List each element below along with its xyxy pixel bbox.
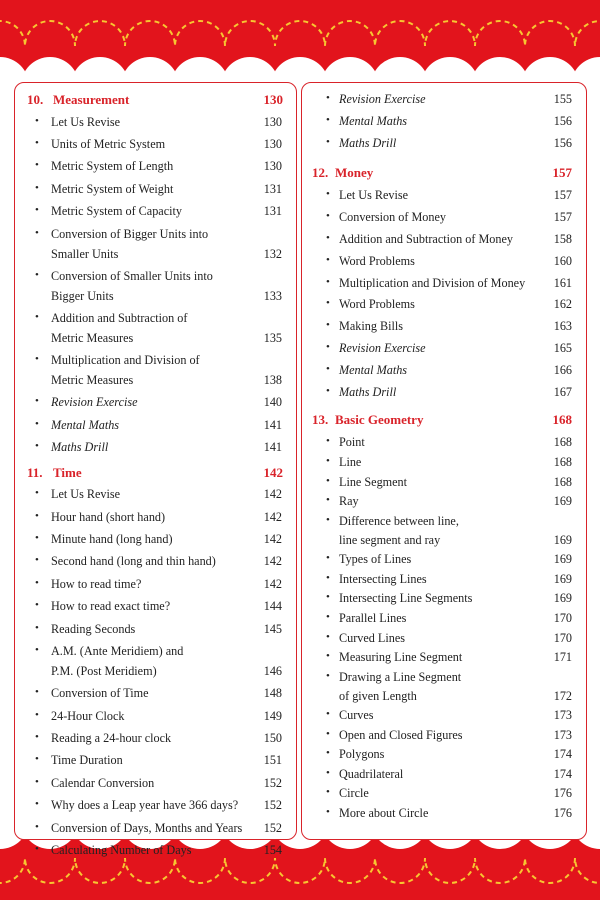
item-page-number: 173 [553,727,572,742]
bullet-icon: • [35,775,39,788]
item-page-number: 151 [263,753,282,768]
bullet-icon: • [326,610,330,623]
item-page-number: 148 [263,686,282,701]
item-title: Units of Metric System [51,137,166,151]
bullet-icon: • [326,747,330,760]
item-title: Let Us Revise [339,188,409,203]
bullet-icon: • [326,806,330,818]
top-scalloped-band [0,0,600,80]
contents-panel-right [301,82,587,840]
item-title: Difference between line, [339,513,459,528]
item-title: Revision Exercise [51,395,138,410]
top-band-graphic [0,0,600,80]
chapter-page-number: 168 [552,412,572,428]
item-page-number: 174 [553,766,572,781]
item-title: Types of Lines [339,552,412,567]
item-page-number: 174 [553,747,572,762]
item-page-number: 168 [553,455,572,469]
item-page-number: 131 [263,204,282,219]
item-page-number: 154 [263,843,282,857]
item-title-continued: Metric Measures [51,373,134,388]
item-title: Point [339,435,365,450]
item-page-number: 156 [553,135,572,150]
item-page-number: 130 [263,137,282,151]
item-page-number: 158 [553,232,572,246]
bullet-icon: • [326,650,330,663]
item-page-number: 169 [553,552,572,567]
bullet-icon: • [35,181,39,194]
bullet-icon: • [35,137,39,149]
item-page-number: 170 [553,630,572,645]
bullet-icon: • [326,113,330,126]
item-title-continued: line segment and ray [339,532,441,547]
item-title: Mental Maths [339,362,408,377]
item-page-number: 161 [553,275,572,290]
chapter-title: Money [335,165,374,181]
item-page-number: 149 [263,708,282,723]
item-title: Why does a Leap year have 366 days? [51,798,239,813]
item-page-number: 138 [263,373,282,388]
bullet-icon: • [326,384,330,397]
chapter-title: Basic Geometry [335,412,424,428]
item-title: Let Us Revise [51,487,121,502]
item-page-number: 142 [263,554,282,569]
item-title: Multiplication and Division of Money [339,275,526,290]
item-title: Calendar Conversion [51,775,155,790]
bullet-icon: • [35,843,39,855]
item-page-number: 141 [263,440,282,455]
item-page-number: 146 [263,664,282,678]
item-title: A.M. (Ante Meridiem) and [51,644,184,658]
item-page-number: 157 [553,210,572,225]
bullet-icon: • [35,509,39,522]
item-title: 24-Hour Clock [51,708,125,723]
item-page-number: 130 [263,159,282,174]
item-title: Addition and Subtraction of [51,311,188,325]
item-page-number: 152 [263,820,282,835]
bullet-icon: • [326,135,330,148]
item-title-continued: P.M. (Post Meridiem) [51,664,157,678]
item-page-number: 170 [553,610,572,625]
item-title: Revision Exercise [339,341,426,355]
item-title: Circle [339,786,369,801]
item-title: Conversion of Smaller Units into [51,268,213,283]
item-title: Ray [339,494,359,509]
item-page-number: 169 [553,494,572,509]
bullet-icon: • [35,576,39,589]
bullet-icon: • [35,708,39,721]
item-page-number: 169 [553,571,572,586]
bullet-icon: • [35,554,39,567]
bullet-icon: • [326,188,330,201]
item-title-continued: of given Length [339,688,417,703]
item-page-number: 130 [263,114,282,129]
bullet-icon: • [326,435,330,448]
bullet-icon: • [326,455,330,467]
bullet-icon: • [35,820,39,833]
item-title: Drawing a Line Segment [339,669,462,684]
bullet-icon: • [35,798,39,811]
bullet-icon: • [326,297,330,310]
item-title-continued: Metric Measures [51,331,134,345]
item-page-number: 131 [263,181,282,196]
item-title-continued: Smaller Units [51,246,119,261]
item-title: Maths Drill [339,384,397,399]
bullet-icon: • [326,630,330,643]
chapter-number: 10. [27,92,44,107]
bullet-icon: • [326,708,330,720]
item-title: How to read time? [51,576,142,591]
bullet-icon: • [326,786,330,799]
item-page-number: 135 [263,331,282,345]
bullet-icon: • [35,599,39,612]
chapter-title: Measurement [53,92,130,107]
item-title: Line Segment [339,474,408,489]
bullet-icon: • [35,395,39,408]
chapter-title: Time [53,464,82,480]
item-title: Making Bills [339,319,403,334]
bullet-icon: • [35,353,39,366]
bullet-icon: • [35,159,39,172]
item-title: Word Problems [339,253,415,268]
bullet-icon: • [326,362,330,375]
bullet-icon: • [326,474,330,487]
item-title: Metric System of Capacity [51,204,182,219]
bullet-icon: • [326,92,330,104]
chapter-number: 13. [312,412,329,428]
bullet-icon: • [35,114,39,127]
item-title: Conversion of Time [51,686,149,701]
contents-list-right [302,83,586,839]
item-title: Intersecting Line Segments [339,591,473,606]
item-page-number: 176 [553,786,572,801]
item-title: Metric System of Weight [51,181,174,196]
item-title: Maths Drill [51,440,109,455]
item-title: Open and Closed Figures [339,727,463,742]
item-title: Conversion of Days, Months and Years [51,820,243,835]
bullet-icon: • [326,591,330,604]
contents-panel-left [14,82,297,857]
bullet-icon: • [35,532,39,544]
item-title: Polygons [339,747,385,762]
item-title: Measuring Line Segment [339,650,463,665]
item-page-number: 169 [553,591,572,606]
chapter-number: 12. [312,165,329,181]
item-title: Mental Maths [51,417,120,432]
item-title: Addition and Subtraction of Money [339,232,513,246]
contents-list-left [15,83,296,857]
item-page-number: 142 [263,532,282,546]
item-title: Hour hand (short hand) [51,509,166,524]
bullet-icon: • [35,731,39,743]
bullet-icon: • [326,232,330,244]
item-page-number: 140 [263,395,282,410]
item-page-number: 142 [263,487,282,502]
chapter-number: 11. [27,464,43,480]
item-title: Minute hand (long hand) [51,532,173,546]
item-page-number: 142 [263,509,282,524]
bullet-icon: • [326,253,330,266]
item-page-number: 157 [553,188,572,203]
item-page-number: 163 [553,319,572,334]
item-page-number: 167 [553,384,572,399]
bullet-icon: • [35,268,39,281]
chapter-page-number: 142 [263,464,283,480]
bullet-icon: • [326,319,330,332]
item-page-number: 133 [263,288,282,303]
item-page-number: 141 [263,417,282,432]
item-page-number: 160 [553,253,572,268]
bullet-icon: • [35,686,39,699]
bullet-icon: • [35,204,39,217]
item-title: Maths Drill [339,135,397,150]
item-page-number: 145 [263,621,282,636]
bullet-icon: • [326,341,330,353]
bullet-icon: • [326,669,330,682]
item-title: Calculating Number of Days [51,843,192,857]
item-page-number: 162 [553,297,572,312]
item-page-number: 152 [263,775,282,790]
item-title: Reading a 24-hour clock [51,731,172,745]
bullet-icon: • [35,311,39,323]
bullet-icon: • [35,644,39,656]
item-title: Multiplication and Division of [51,353,200,368]
item-page-number: 168 [553,474,572,489]
item-title: Line [339,455,362,469]
bullet-icon: • [326,275,330,288]
bullet-icon: • [35,226,39,239]
item-page-number: 169 [553,532,572,547]
chapter-page-number: 130 [263,92,283,107]
bullet-icon: • [326,552,330,565]
bullet-icon: • [326,513,330,526]
bullet-icon: • [35,621,39,634]
item-page-number: 152 [263,798,282,813]
item-page-number: 176 [553,806,572,820]
item-title: Word Problems [339,297,415,312]
bullet-icon: • [326,494,330,507]
bullet-icon: • [35,417,39,430]
item-title: Intersecting Lines [339,571,427,586]
bullet-icon: • [326,727,330,740]
item-page-number: 171 [553,650,572,665]
item-title: Parallel Lines [339,610,407,625]
item-title: More about Circle [339,806,429,820]
item-title: Conversion of Bigger Units into [51,226,209,241]
item-title: Conversion of Money [339,210,446,225]
top-band-edge [0,78,600,80]
item-title: Time Duration [51,753,123,768]
item-page-number: 132 [263,246,282,261]
item-title: Reading Seconds [51,621,136,636]
item-title: Quadrilateral [339,766,404,781]
chapter-page-number: 157 [552,165,572,181]
bullet-icon: • [326,766,330,779]
item-title: Curved Lines [339,630,406,645]
bullet-icon: • [35,440,39,453]
item-page-number: 166 [553,362,572,377]
item-title: Revision Exercise [339,92,426,106]
item-title-continued: Bigger Units [51,288,114,303]
item-title: How to read exact time? [51,599,171,614]
item-page-number: 173 [553,708,572,722]
item-title: Mental Maths [339,113,408,128]
item-page-number: 155 [553,92,572,106]
item-page-number: 150 [263,731,282,745]
item-page-number: 172 [553,688,572,703]
item-page-number: 168 [553,435,572,450]
item-page-number: 156 [553,113,572,128]
bullet-icon: • [326,210,330,223]
bullet-icon: • [35,487,39,500]
item-title: Metric System of Length [51,159,174,174]
item-page-number: 142 [263,576,282,591]
item-title: Second hand (long and thin hand) [51,554,216,569]
item-title: Let Us Revise [51,114,121,129]
item-page-number: 144 [263,599,282,614]
bullet-icon: • [326,571,330,584]
item-page-number: 165 [553,341,572,355]
item-title: Curves [339,708,374,722]
bullet-icon: • [35,753,39,766]
